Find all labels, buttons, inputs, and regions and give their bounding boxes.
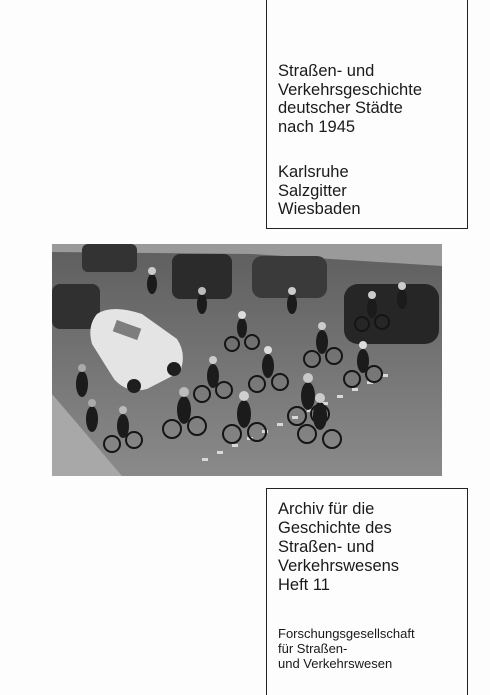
series-title — [278, 500, 468, 595]
city-list — [278, 163, 468, 219]
publisher — [278, 626, 468, 671]
city-name: Wiesbaden — [278, 200, 361, 218]
title-line: Verkehrsgeschichte — [278, 80, 422, 99]
book-title — [278, 62, 468, 136]
top-block-left-rule — [266, 0, 267, 229]
publisher-line: für Straßen- — [278, 641, 348, 656]
series-line: Straßen- und — [278, 538, 375, 556]
bottom-block-left-rule — [266, 488, 267, 695]
bottom-block-top-rule — [266, 488, 468, 489]
title-line: Straßen- und — [278, 62, 375, 80]
publisher-line: Forschungsgesellschaft — [278, 626, 415, 641]
series-line: Verkehrswesens — [278, 557, 400, 575]
publisher-line: und Verkehrswesen — [278, 656, 393, 671]
issue-number: Heft 11 — [278, 576, 330, 594]
top-block-bottom-rule — [266, 228, 468, 229]
series-line: Archiv für die — [278, 500, 375, 518]
title-line: deutscher Städte — [278, 99, 403, 117]
city-name: Salzgitter — [278, 181, 347, 200]
city-name: Karlsruhe — [278, 163, 349, 181]
street-traffic-photo — [52, 244, 442, 476]
street-traffic-photo-icon — [52, 244, 442, 476]
series-line: Geschichte des — [278, 519, 392, 537]
title-line: nach 1945 — [278, 117, 356, 136]
